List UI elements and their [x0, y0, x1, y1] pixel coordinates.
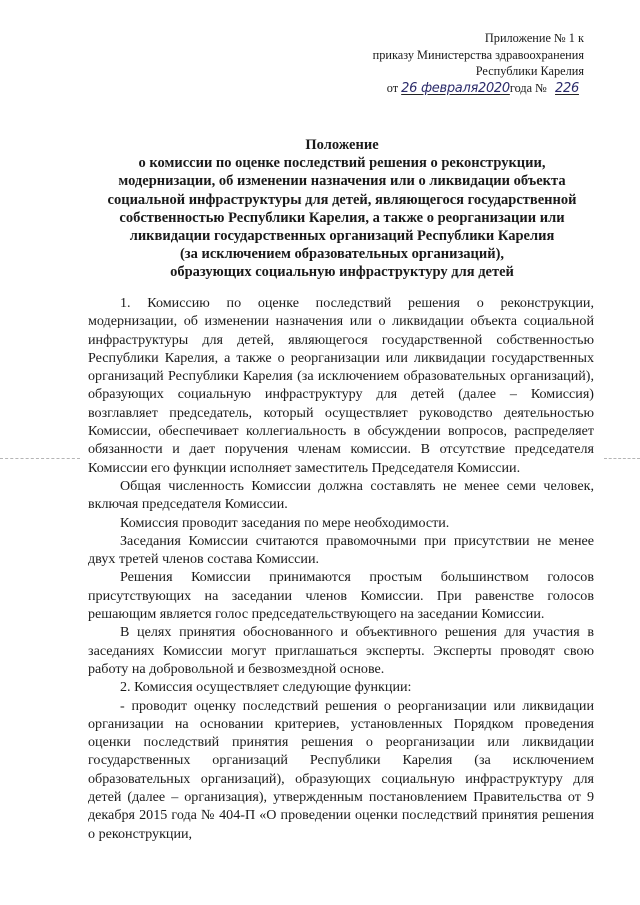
title-line: образующих социальную инфраструктуру для детей — [170, 264, 514, 281]
paragraph-1: 1. Комиссию по оценке последствий решения о реконструкции, модернизации, об изменении назначения или о ликвидации объекта социальной инфраструктуры для детей, являющегося государственной собственностью Республики Карелия, а также о реорганизации или ликвидации государственных организаций Республики Карелия (за исключением образовательных организаций), образующих социальную инфраструктуру для детей (далее – Комиссия) возглавляет председатель, который осуществляет руководство деятельностью Комиссии, обеспечивает коллегиальность в обсуждении вопросов, распределяет обязанности и дает поручения членам комиссии. В отсутствие председателя Комиссии его функции исполняет заместитель Председателя Комиссии. — [88, 295, 594, 476]
approval-stamp-block — [264, 30, 584, 97]
document-title — [88, 136, 596, 282]
title-line: ликвидации государственных организаций Республики Карелия — [129, 228, 555, 245]
approval-year-suffix: года № — [509, 80, 547, 95]
title-line: модернизации, об изменении назначения или о ликвидации объекта — [118, 173, 566, 190]
title-heading: Положение — [305, 137, 379, 153]
handwritten-order-number: 226 — [555, 80, 579, 96]
handwritten-date: 26 февраля — [401, 80, 478, 96]
paragraph-7: 2. Комиссия осуществляет следующие функции: — [120, 679, 412, 696]
scan-artifact-right — [604, 458, 640, 461]
approval-date-line — [264, 80, 584, 98]
approval-line-3: Республики Карелия — [475, 64, 584, 78]
scan-artifact-left — [0, 458, 80, 461]
title-line: собственностью Республики Карелия, а также о реорганизации или — [119, 209, 565, 226]
title-line: социальной инфраструктуры для детей, являющегося государственной — [107, 191, 577, 208]
paragraph-5: Решения Комиссии принимаются простым большинством голосов присутствующих на заседании членов Комиссии. При равенстве голосов решающим является голос председательствующего на заседании Комиссии. — [88, 569, 594, 623]
paragraph-6: В целях принятия обоснованного и объективного решения для участия в заседаниях Комиссии могут приглашаться эксперты. Эксперты проводят свою работу на добровольной и безвозмездной основе. — [88, 624, 594, 677]
handwritten-year: 2020 — [477, 80, 510, 96]
title-line: о комиссии по оценке последствий решения о реконструкции, — [138, 155, 546, 172]
paragraph-3: Комиссия проводит заседания по мере необходимости. — [120, 514, 450, 531]
approval-from-prefix: от — [386, 80, 399, 95]
approval-line-2: приказу Министерства здравоохранения — [372, 47, 584, 62]
title-line: (за исключением образовательных организаций), — [179, 246, 505, 263]
paragraph-8: - проводит оценку последствий решения о реорганизации или ликвидации организации на основании критериев, установленных Порядком проведения оценки последствий принятия решения о реорганизации или ликвидации государственных организаций Республики Карелия (за исключением образовательных организаций), образующих социальную инфраструктуру для детей (далее – организация), утвержденным постановлением Правительства от 9 декабря 2015 года № 404-П «О проведении оценки последствий принятия решения о реконструкции, — [88, 697, 594, 842]
paragraph-4: Заседания Комиссии считаются правомочными при присутствии не менее двух третей членов состава Комиссии. — [88, 532, 594, 568]
document-body — [88, 294, 594, 843]
approval-line-1: Приложение № 1 к — [484, 31, 584, 45]
paragraph-2: Общая численность Комиссии должна составлять не менее семи человек, включая председателя Комиссии. — [88, 477, 594, 513]
